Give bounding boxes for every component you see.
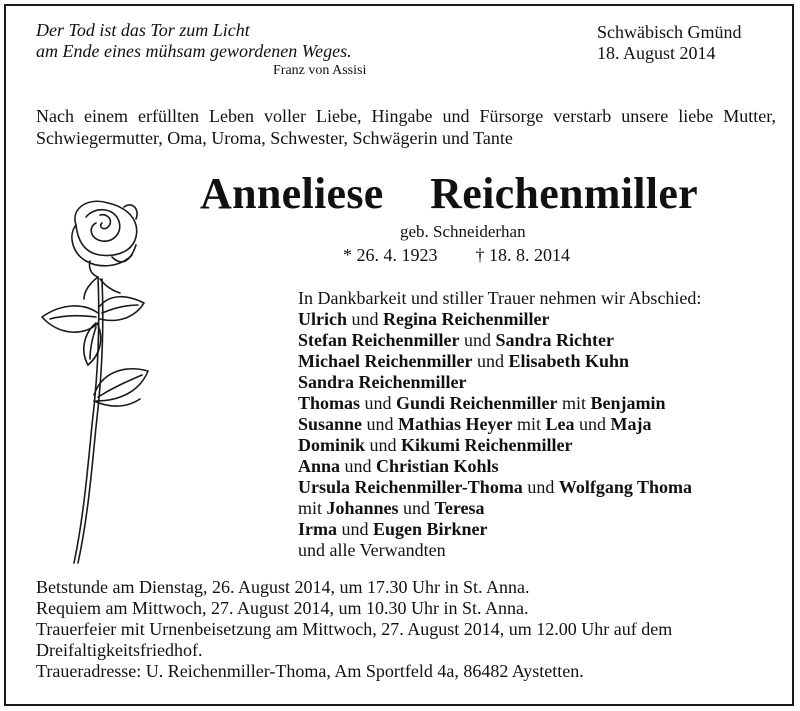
life-dates [343, 244, 570, 266]
rose-icon [42, 201, 148, 563]
mourner-name: Irma [298, 519, 337, 539]
connector-text: und alle Verwandten [298, 540, 446, 560]
mourner-name: Ulrich [298, 309, 347, 329]
mourners-block [298, 288, 701, 561]
connector-text: und [398, 498, 435, 518]
service-line: Trauerfeier mit Urnenbeisetzung am Mittwoch, 27. August 2014, um 12.00 Uhr auf dem [36, 619, 673, 639]
rose-drawing [28, 195, 168, 570]
quote-line: Der Tod ist das Tor zum Licht [36, 20, 250, 40]
maiden-name: geb. Schneiderhan [400, 222, 526, 241]
connector-text: und [522, 477, 559, 497]
mourner-line [298, 519, 701, 540]
mourner-line [298, 393, 701, 414]
mourner-name: Benjamin [590, 393, 666, 413]
connector-text: und [347, 309, 383, 329]
mourners-intro: In Dankbarkeit und stiller Trauer nehmen wir Abschied: [298, 288, 702, 308]
mourner-name: Kikumi Reichenmiller [401, 435, 573, 455]
mourner-line [298, 540, 701, 561]
quote-block [36, 20, 366, 79]
mourner-name: Christian Kohls [376, 456, 499, 476]
birth-date: * 26. 4. 1923 [343, 245, 438, 265]
connector-text: mit [512, 414, 546, 434]
mourner-name: Michael Reichenmiller [298, 351, 473, 371]
mourner-name: Maja [610, 414, 652, 434]
mourner-line [298, 372, 701, 393]
mourner-line [298, 435, 701, 456]
mourner-line [298, 498, 701, 519]
mourner-name: Eugen Birkner [373, 519, 488, 539]
mourner-line [298, 309, 701, 330]
mourner-name: Stefan Reichenmiller [298, 330, 460, 350]
connector-text: und [360, 393, 397, 413]
connector-text: mit [557, 393, 591, 413]
mourner-name: Johannes [326, 498, 399, 518]
mourner-name: Teresa [434, 498, 485, 518]
mourner-name: Thomas [298, 393, 361, 413]
mourner-name: Mathias Heyer [398, 414, 513, 434]
intro-text: Nach einem erfüllten Leben voller Liebe, Hingabe und Fürsorge verstarb unsere liebe Mutter, Schwiegermutter, Oma, Uroma, Schwester, Schwägerin und Tante [36, 106, 776, 148]
mourner-line [298, 477, 701, 498]
death-date: † 18. 8. 2014 [475, 245, 570, 265]
mourner-name: Sandra Richter [495, 330, 614, 350]
connector-text: mit [298, 498, 327, 518]
mourner-list [298, 309, 701, 561]
place: Schwäbisch Gmünd [597, 22, 742, 42]
mourner-name: Sandra Reichenmiller [298, 372, 467, 392]
connector-text: und [340, 456, 377, 476]
connector-text: und [362, 414, 399, 434]
mourner-name: Elisabeth Kuhn [508, 351, 630, 371]
mourning-address: Traueradresse: U. Reichenmiller-Thoma, Am Sportfeld 4a, 86482 Aystetten. [36, 661, 584, 681]
mourner-name: Ursula Reichenmiller-Thoma [298, 477, 523, 497]
mourner-name: Susanne [298, 414, 363, 434]
quote-line: am Ende eines mühsam gewordenen Weges. [36, 41, 352, 61]
mourner-name: Lea [545, 414, 575, 434]
service-line: Betstunde am Dienstag, 26. August 2014, um 17.30 Uhr in St. Anna. [36, 577, 530, 597]
mourner-name: Regina Reichenmiller [383, 309, 550, 329]
connector-text: und [574, 414, 611, 434]
mourner-line [298, 351, 701, 372]
connector-text: und [472, 351, 509, 371]
mourner-name: Gundi Reichenmiller [396, 393, 558, 413]
service-line: Requiem am Mittwoch, 27. August 2014, um 10.30 Uhr in St. Anna. [36, 598, 529, 618]
deceased-name: Anneliese Reichenmiller [200, 169, 698, 218]
connector-text: und [459, 330, 496, 350]
mourner-line [298, 414, 701, 435]
connector-text: und [365, 435, 402, 455]
mourner-name: Wolfgang Thoma [558, 477, 693, 497]
service-info [36, 577, 776, 682]
mourner-name: Anna [298, 456, 341, 476]
mourner-line [298, 330, 701, 351]
connector-text: und [337, 519, 373, 539]
notice-date: 18. August 2014 [597, 43, 716, 63]
mourner-name: Dominik [298, 435, 366, 455]
place-date-block [597, 22, 741, 64]
quote-author: Franz von Assisi [273, 63, 367, 78]
mourner-line [298, 456, 701, 477]
service-line: Dreifaltigkeitsfriedhof. [36, 640, 203, 660]
